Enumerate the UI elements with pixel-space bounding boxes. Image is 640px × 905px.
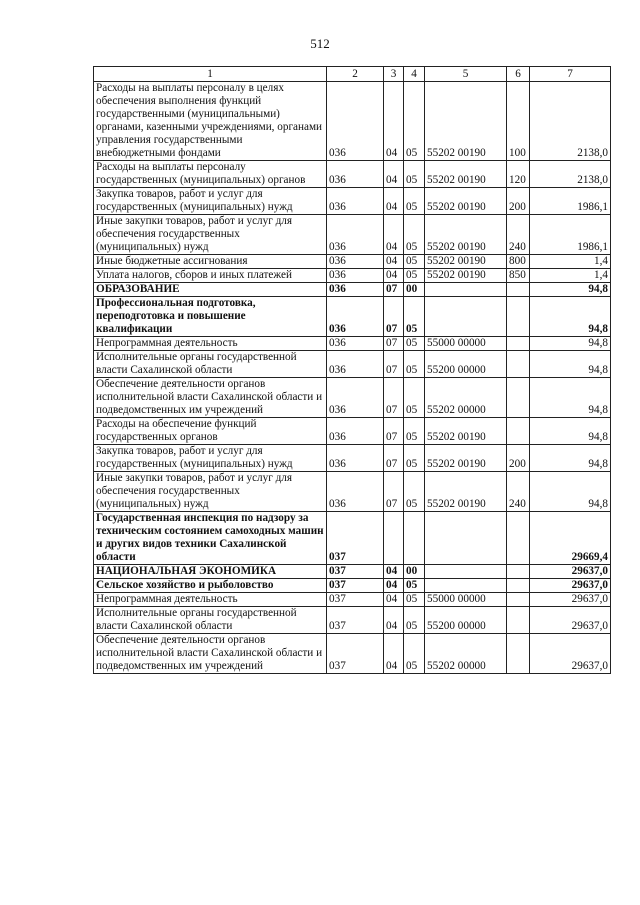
row-sum-cell: 94,8 bbox=[530, 283, 611, 297]
row-pr-cell: 05 bbox=[404, 337, 425, 351]
table-row bbox=[94, 472, 611, 512]
row-rz-cell: 04 bbox=[384, 634, 404, 674]
header-cell: 7 bbox=[530, 67, 611, 82]
table-row bbox=[94, 512, 611, 565]
row-name-cell: Государственная инспекция по надзору за техническим состоянием самоходных машин и других видов техники Сахалинской области bbox=[94, 512, 327, 565]
table-row bbox=[94, 82, 611, 161]
row-sum-cell: 1986,1 bbox=[530, 188, 611, 215]
table-row bbox=[94, 297, 611, 337]
row-name-cell: НАЦИОНАЛЬНАЯ ЭКОНОМИКА bbox=[94, 565, 327, 579]
row-rz-cell: 04 bbox=[384, 607, 404, 634]
row-pr-cell: 05 bbox=[404, 378, 425, 418]
row-sum-cell: 1,4 bbox=[530, 269, 611, 283]
row-vr-cell bbox=[507, 297, 530, 337]
row-vr-cell bbox=[507, 351, 530, 378]
row-csr-cell bbox=[425, 297, 507, 337]
row-vr-cell: 120 bbox=[507, 161, 530, 188]
row-csr-cell: 55000 00000 bbox=[425, 337, 507, 351]
table-row bbox=[94, 593, 611, 607]
row-name-cell: Непрограммная деятельность bbox=[94, 593, 327, 607]
row-ved-cell: 036 bbox=[327, 351, 384, 378]
row-csr-cell: 55202 00190 bbox=[425, 472, 507, 512]
row-csr-cell: 55202 00190 bbox=[425, 215, 507, 255]
row-sum-cell: 29669,4 bbox=[530, 512, 611, 565]
row-csr-cell bbox=[425, 565, 507, 579]
row-ved-cell: 036 bbox=[327, 472, 384, 512]
row-pr-cell: 05 bbox=[404, 161, 425, 188]
row-ved-cell: 036 bbox=[327, 378, 384, 418]
row-vr-cell: 200 bbox=[507, 188, 530, 215]
row-rz-cell: 04 bbox=[384, 269, 404, 283]
row-csr-cell: 55202 00190 bbox=[425, 161, 507, 188]
row-csr-cell: 55202 00190 bbox=[425, 188, 507, 215]
row-pr-cell: 05 bbox=[404, 351, 425, 378]
row-vr-cell bbox=[507, 512, 530, 565]
row-rz-cell: 07 bbox=[384, 337, 404, 351]
table-row bbox=[94, 283, 611, 297]
row-name-cell: Иные закупки товаров, работ и услуг для обеспечения государственных (муниципальных) нужд bbox=[94, 215, 327, 255]
row-ved-cell: 036 bbox=[327, 445, 384, 472]
table-row bbox=[94, 255, 611, 269]
row-ved-cell: 036 bbox=[327, 188, 384, 215]
header-cell: 4 bbox=[404, 67, 425, 82]
table-body bbox=[94, 82, 611, 674]
row-pr-cell: 05 bbox=[404, 215, 425, 255]
row-ved-cell: 036 bbox=[327, 269, 384, 283]
row-rz-cell: 04 bbox=[384, 82, 404, 161]
header-cell: 5 bbox=[425, 67, 507, 82]
row-ved-cell: 036 bbox=[327, 418, 384, 445]
row-name-cell: Профессиональная подготовка, переподготовка и повышение квалификации bbox=[94, 297, 327, 337]
row-csr-cell bbox=[425, 579, 507, 593]
row-rz-cell: 07 bbox=[384, 297, 404, 337]
row-sum-cell: 94,8 bbox=[530, 337, 611, 351]
row-name-cell: Исполнительные органы государственной власти Сахалинской области bbox=[94, 351, 327, 378]
row-rz-cell bbox=[384, 512, 404, 565]
table-row bbox=[94, 188, 611, 215]
row-pr-cell: 05 bbox=[404, 188, 425, 215]
row-ved-cell: 036 bbox=[327, 337, 384, 351]
row-ved-cell: 037 bbox=[327, 565, 384, 579]
table-row bbox=[94, 565, 611, 579]
table-row bbox=[94, 418, 611, 445]
row-pr-cell: 00 bbox=[404, 283, 425, 297]
row-csr-cell: 55202 00190 bbox=[425, 255, 507, 269]
table-row bbox=[94, 378, 611, 418]
page-number: 512 bbox=[310, 36, 330, 51]
budget-table bbox=[93, 66, 611, 674]
row-vr-cell bbox=[507, 593, 530, 607]
row-vr-cell: 850 bbox=[507, 269, 530, 283]
table-row bbox=[94, 337, 611, 351]
row-name-cell: Обеспечение деятельности органов исполнительной власти Сахалинской области и подведомственных им учреждений bbox=[94, 378, 327, 418]
row-csr-cell: 55202 00000 bbox=[425, 634, 507, 674]
table-row bbox=[94, 607, 611, 634]
row-ved-cell: 036 bbox=[327, 283, 384, 297]
row-sum-cell: 29637,0 bbox=[530, 565, 611, 579]
row-pr-cell: 05 bbox=[404, 82, 425, 161]
row-name-cell: Непрограммная деятельность bbox=[94, 337, 327, 351]
row-pr-cell: 05 bbox=[404, 297, 425, 337]
row-vr-cell: 200 bbox=[507, 445, 530, 472]
row-rz-cell: 04 bbox=[384, 579, 404, 593]
row-rz-cell: 04 bbox=[384, 565, 404, 579]
header-cell: 6 bbox=[507, 67, 530, 82]
row-name-cell: Расходы на выплаты персоналу в целях обеспечения выполнения функций государственными (муниципальными) органами, казенными учреждениями, органами управления государственными внебюджетными фондами bbox=[94, 82, 327, 161]
row-csr-cell: 55202 00190 bbox=[425, 445, 507, 472]
row-name-cell: Иные бюджетные ассигнования bbox=[94, 255, 327, 269]
row-rz-cell: 04 bbox=[384, 215, 404, 255]
row-ved-cell: 037 bbox=[327, 512, 384, 565]
row-sum-cell: 29637,0 bbox=[530, 593, 611, 607]
row-rz-cell: 07 bbox=[384, 472, 404, 512]
row-rz-cell: 07 bbox=[384, 378, 404, 418]
row-ved-cell: 036 bbox=[327, 161, 384, 188]
row-sum-cell: 94,8 bbox=[530, 378, 611, 418]
row-pr-cell: 05 bbox=[404, 607, 425, 634]
row-pr-cell: 00 bbox=[404, 565, 425, 579]
row-pr-cell: 05 bbox=[404, 255, 425, 269]
row-vr-cell: 240 bbox=[507, 472, 530, 512]
row-ved-cell: 036 bbox=[327, 82, 384, 161]
row-rz-cell: 07 bbox=[384, 418, 404, 445]
row-vr-cell: 800 bbox=[507, 255, 530, 269]
row-csr-cell: 55200 00000 bbox=[425, 351, 507, 378]
row-name-cell: Сельское хозяйство и рыболовство bbox=[94, 579, 327, 593]
row-pr-cell: 05 bbox=[404, 445, 425, 472]
row-sum-cell: 29637,0 bbox=[530, 607, 611, 634]
row-rz-cell: 07 bbox=[384, 445, 404, 472]
row-name-cell: ОБРАЗОВАНИЕ bbox=[94, 283, 327, 297]
row-rz-cell: 04 bbox=[384, 593, 404, 607]
header-row bbox=[94, 67, 611, 82]
table-row bbox=[94, 215, 611, 255]
row-pr-cell: 05 bbox=[404, 634, 425, 674]
row-vr-cell bbox=[507, 565, 530, 579]
row-pr-cell: 05 bbox=[404, 472, 425, 512]
row-csr-cell bbox=[425, 283, 507, 297]
row-name-cell: Обеспечение деятельности органов исполнительной власти Сахалинской области и подведомственных им учреждений bbox=[94, 634, 327, 674]
row-name-cell: Расходы на выплаты персоналу государственных (муниципальных) органов bbox=[94, 161, 327, 188]
header-cell: 3 bbox=[384, 67, 404, 82]
row-pr-cell: 05 bbox=[404, 593, 425, 607]
row-pr-cell: 05 bbox=[404, 269, 425, 283]
row-sum-cell: 1986,1 bbox=[530, 215, 611, 255]
row-vr-cell bbox=[507, 378, 530, 418]
row-rz-cell: 04 bbox=[384, 161, 404, 188]
row-csr-cell: 55000 00000 bbox=[425, 593, 507, 607]
row-csr-cell: 55202 00000 bbox=[425, 378, 507, 418]
row-vr-cell: 100 bbox=[507, 82, 530, 161]
row-sum-cell: 94,8 bbox=[530, 418, 611, 445]
row-sum-cell: 2138,0 bbox=[530, 161, 611, 188]
row-pr-cell: 05 bbox=[404, 418, 425, 445]
table-row bbox=[94, 269, 611, 283]
row-ved-cell: 037 bbox=[327, 607, 384, 634]
row-sum-cell: 94,8 bbox=[530, 472, 611, 512]
row-ved-cell: 036 bbox=[327, 297, 384, 337]
row-ved-cell: 036 bbox=[327, 215, 384, 255]
row-ved-cell: 037 bbox=[327, 579, 384, 593]
row-name-cell: Исполнительные органы государственной власти Сахалинской области bbox=[94, 607, 327, 634]
row-csr-cell: 55202 00190 bbox=[425, 269, 507, 283]
row-name-cell: Расходы на обеспечение функций государственных органов bbox=[94, 418, 327, 445]
row-ved-cell: 037 bbox=[327, 593, 384, 607]
row-sum-cell: 29637,0 bbox=[530, 579, 611, 593]
row-vr-cell bbox=[507, 579, 530, 593]
row-vr-cell bbox=[507, 418, 530, 445]
header-cell: 1 bbox=[94, 67, 327, 82]
row-name-cell: Уплата налогов, сборов и иных платежей bbox=[94, 269, 327, 283]
row-name-cell: Закупка товаров, работ и услуг для государственных (муниципальных) нужд bbox=[94, 188, 327, 215]
row-rz-cell: 04 bbox=[384, 255, 404, 269]
row-name-cell: Закупка товаров, работ и услуг для государственных (муниципальных) нужд bbox=[94, 445, 327, 472]
table-row bbox=[94, 351, 611, 378]
row-pr-cell bbox=[404, 512, 425, 565]
row-vr-cell bbox=[507, 337, 530, 351]
row-pr-cell: 05 bbox=[404, 579, 425, 593]
row-rz-cell: 07 bbox=[384, 351, 404, 378]
row-csr-cell: 55200 00000 bbox=[425, 607, 507, 634]
row-sum-cell: 94,8 bbox=[530, 445, 611, 472]
header-cell: 2 bbox=[327, 67, 384, 82]
row-sum-cell: 94,8 bbox=[530, 351, 611, 378]
row-ved-cell: 036 bbox=[327, 255, 384, 269]
row-csr-cell: 55202 00190 bbox=[425, 82, 507, 161]
table-row bbox=[94, 445, 611, 472]
row-ved-cell: 037 bbox=[327, 634, 384, 674]
row-sum-cell: 1,4 bbox=[530, 255, 611, 269]
row-vr-cell bbox=[507, 607, 530, 634]
row-csr-cell bbox=[425, 512, 507, 565]
row-rz-cell: 07 bbox=[384, 283, 404, 297]
row-vr-cell bbox=[507, 283, 530, 297]
row-csr-cell: 55202 00190 bbox=[425, 418, 507, 445]
table-row bbox=[94, 634, 611, 674]
row-sum-cell: 29637,0 bbox=[530, 634, 611, 674]
row-sum-cell: 94,8 bbox=[530, 297, 611, 337]
row-name-cell: Иные закупки товаров, работ и услуг для обеспечения государственных (муниципальных) нужд bbox=[94, 472, 327, 512]
row-sum-cell: 2138,0 bbox=[530, 82, 611, 161]
table-row bbox=[94, 161, 611, 188]
table-row bbox=[94, 579, 611, 593]
row-vr-cell: 240 bbox=[507, 215, 530, 255]
row-rz-cell: 04 bbox=[384, 188, 404, 215]
row-vr-cell bbox=[507, 634, 530, 674]
